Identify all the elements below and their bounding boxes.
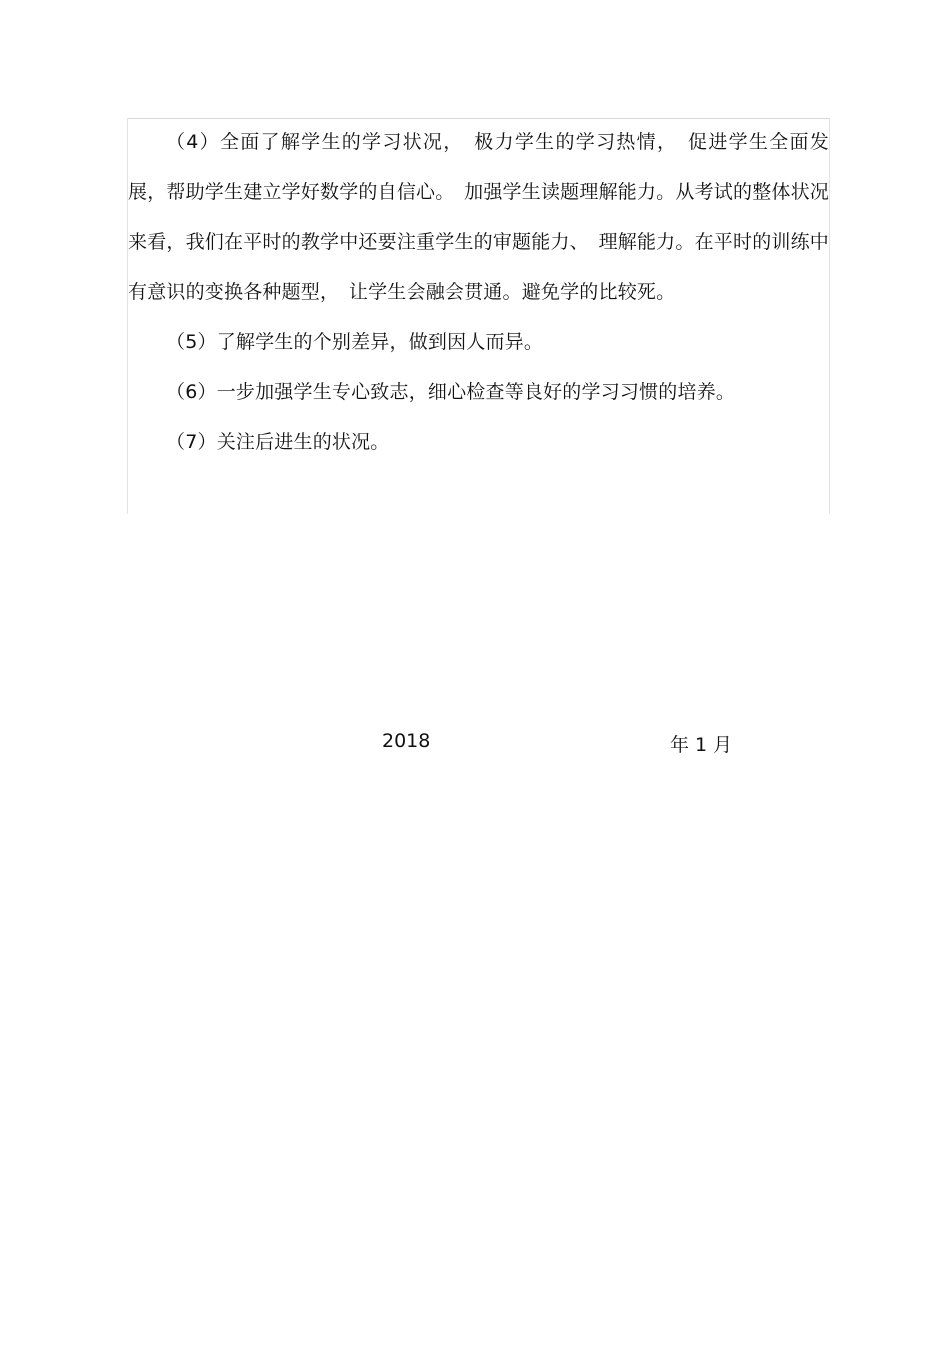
paragraph-item-4: （4）全面了解学生的学习状况， 极力学生的学习热情， 促进学生全面发展，帮助学生建立学好数学的自信心。 加强学生读题理解能力。从考试的整体状况来看，我们在平时的教学中还要注重学生的审题能力、 理解能力。在平时的训练中有意识的变换各种题型， 让学生会融会贯通。避免学的比较死。	[128, 131, 829, 303]
date-month: 年 1 月	[670, 734, 733, 756]
document-body	[127, 118, 830, 514]
date-year: 2018	[382, 730, 431, 752]
paragraph-item-7: （7）关注后进生的状况。	[166, 431, 390, 453]
document-date	[0, 722, 950, 762]
paragraph-item-6: （6）一步加强学生专心致志，细心检查等良好的学习习惯的培养。	[166, 381, 736, 403]
paragraph-item-5: （5）了解学生的个别差异，做到因人而异。	[166, 331, 544, 353]
